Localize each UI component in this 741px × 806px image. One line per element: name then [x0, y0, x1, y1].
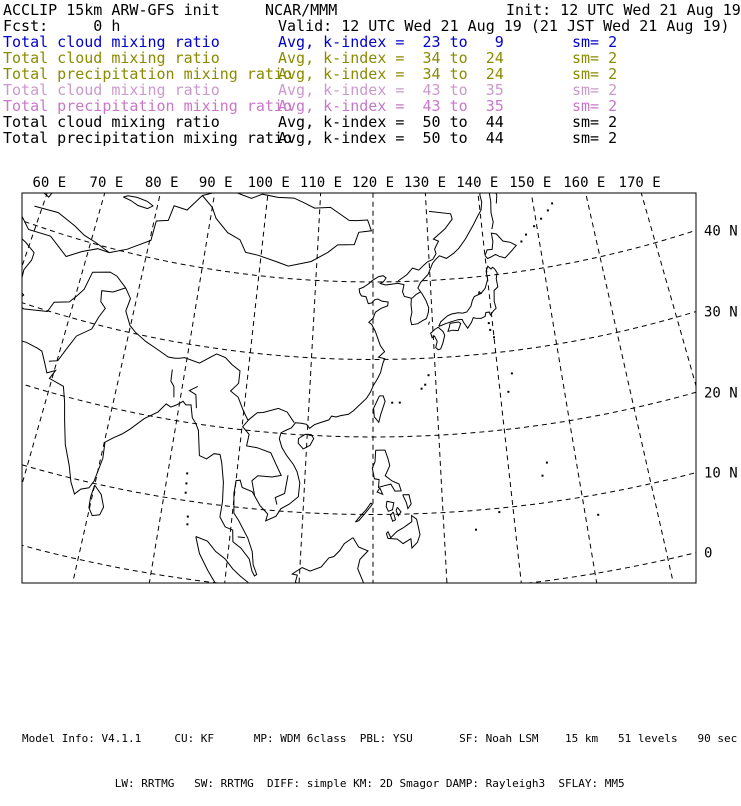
variable-label: Total precipitation mixing ratio	[3, 65, 292, 83]
meridian-line	[70, 143, 172, 597]
small-island	[424, 384, 426, 386]
parallel-line	[0, 205, 699, 282]
country-border	[126, 288, 295, 423]
meridian-line	[424, 164, 450, 628]
country-border	[412, 292, 421, 299]
coastline	[355, 503, 372, 522]
lat-tick-label: 40 N	[704, 223, 738, 240]
parallel-line	[0, 349, 741, 437]
variable-row	[0, 130, 740, 146]
model-info-footer	[22, 701, 737, 806]
page-title: ACCLIP 15km ARW-GFS init	[3, 1, 220, 19]
lon-tick-label: 110 E	[299, 175, 343, 191]
meridian-line	[220, 160, 271, 622]
coastline	[0, 187, 482, 576]
small-island	[507, 391, 509, 393]
small-island	[186, 472, 188, 474]
coastline	[377, 488, 383, 494]
small-island	[511, 372, 513, 374]
country-border	[238, 537, 245, 538]
variable-label: Total cloud mixing ratio	[3, 33, 220, 51]
model-info-line2: LW: RRTMG SW: RRTMG DIFF: simple KM: 2D Smagor DAMP: Rayleigh3 SFLAY: MM5	[22, 777, 625, 790]
country-border	[275, 475, 288, 505]
lon-tick-label: 70 E	[89, 175, 124, 191]
coastline	[429, 322, 430, 325]
meridian-line	[474, 160, 525, 622]
variable-row	[0, 98, 740, 114]
country-border	[429, 211, 452, 259]
small-island	[185, 482, 187, 484]
parallel-line	[0, 277, 724, 359]
small-island	[493, 336, 495, 338]
coastline	[489, 190, 494, 229]
country-border	[202, 187, 349, 220]
small-island	[399, 402, 401, 404]
header-row-title	[0, 2, 740, 18]
coastline	[292, 538, 368, 606]
variable-label: Total precipitation mixing ratio	[3, 97, 292, 115]
small-island	[187, 516, 189, 518]
coastline	[448, 322, 461, 331]
coastline	[485, 233, 516, 258]
fcst-label: Fcst: 0 h	[3, 17, 121, 35]
meridian-line	[624, 131, 741, 578]
sm-value: sm= 2	[572, 81, 618, 99]
init-time-label: Init: 12 UTC Wed 21 Aug 19	[506, 1, 741, 19]
country-border	[34, 206, 109, 253]
meridian-line	[0, 131, 122, 578]
small-island	[533, 225, 535, 227]
variable-row	[0, 50, 740, 66]
small-island	[546, 462, 548, 464]
coastline	[123, 196, 153, 209]
sm-value: sm= 2	[572, 33, 618, 51]
model-info-line1: Model Info: V4.1.1 CU: KF MP: WDM 6class PBL: YSU SF: Noah LSM 15 km 51 levels 90 sec	[22, 732, 738, 745]
lon-tick-label: 150 E	[509, 175, 552, 191]
variable-row	[0, 66, 740, 82]
coastline	[391, 512, 396, 521]
k-index-value: Avg, k-index = 23 to 9	[278, 33, 504, 51]
small-island	[475, 529, 477, 531]
country-border	[109, 196, 371, 267]
variable-label: Total precipitation mixing ratio	[3, 129, 292, 147]
small-island	[488, 322, 490, 324]
small-island	[498, 511, 500, 513]
coastline	[372, 450, 401, 491]
small-island	[551, 202, 553, 204]
small-island	[186, 523, 188, 525]
country-border	[171, 370, 174, 398]
sm-value: sm= 2	[572, 49, 618, 67]
header-row-valid	[0, 18, 740, 34]
sm-value: sm= 2	[572, 97, 618, 115]
sm-value: sm= 2	[572, 129, 618, 147]
lon-tick-label: 120 E	[351, 175, 395, 191]
lat-tick-label: 30 N	[704, 304, 738, 321]
k-index-value: Avg, k-index = 50 to 44	[278, 129, 504, 147]
k-index-value: Avg, k-index = 34 to 24	[278, 49, 504, 67]
k-index-value: Avg, k-index = 34 to 24	[278, 65, 504, 83]
coastline	[298, 434, 314, 449]
lon-tick-label: 130 E	[403, 175, 447, 191]
lat-tick-label: 0	[704, 545, 713, 562]
lon-tick-label: 90 E	[198, 175, 233, 191]
coastline	[196, 537, 267, 633]
k-index-value: Avg, k-index = 43 to 35	[278, 97, 504, 115]
coastline	[479, 291, 481, 293]
k-index-value: Avg, k-index = 50 to 44	[278, 113, 504, 131]
coastline	[89, 485, 104, 515]
small-island	[597, 514, 599, 516]
variable-row	[0, 82, 740, 98]
small-island	[540, 218, 542, 220]
lon-tick-label: 80 E	[144, 175, 179, 191]
coastline	[403, 495, 412, 509]
coastline	[386, 501, 394, 511]
variable-label: Total cloud mixing ratio	[3, 113, 220, 131]
lon-tick-label: 170 E	[618, 175, 661, 191]
org-label: NCAR/MMM	[265, 1, 338, 19]
variable-row	[0, 114, 740, 130]
small-island	[489, 329, 491, 331]
lon-tick-label: 160 E	[563, 175, 606, 191]
small-island	[520, 241, 522, 243]
lat-tick-label: 20 N	[704, 385, 738, 402]
sm-value: sm= 2	[572, 65, 618, 83]
small-island	[542, 475, 544, 477]
lon-tick-label: 60 E	[32, 175, 67, 191]
sm-value: sm= 2	[572, 113, 618, 131]
meridian-line	[525, 153, 602, 612]
small-island	[525, 234, 527, 236]
variable-label: Total cloud mixing ratio	[3, 49, 220, 67]
variable-row	[0, 34, 740, 50]
coastline	[374, 396, 386, 422]
lon-tick-label: 100 E	[247, 175, 290, 191]
k-index-value: Avg, k-index = 43 to 35	[278, 81, 504, 99]
parallel-line	[0, 421, 741, 515]
coastline	[431, 327, 445, 350]
small-island	[428, 374, 430, 376]
meridian-line	[575, 143, 677, 597]
valid-time-label: Valid: 12 UTC Wed 21 Aug 19 (21 JST Wed 21 Aug 19)	[278, 17, 730, 35]
small-island	[391, 402, 393, 404]
country-border	[398, 259, 433, 281]
small-island	[421, 388, 423, 390]
lat-tick-label: 10 N	[704, 465, 738, 482]
country-border	[16, 233, 126, 311]
lon-tick-label: 140 E	[456, 175, 499, 191]
variable-label: Total cloud mixing ratio	[3, 81, 220, 99]
coastline	[387, 516, 421, 549]
meridian-line	[297, 164, 323, 628]
parallel-line	[0, 493, 741, 593]
small-island	[185, 492, 187, 494]
small-island	[547, 209, 549, 211]
